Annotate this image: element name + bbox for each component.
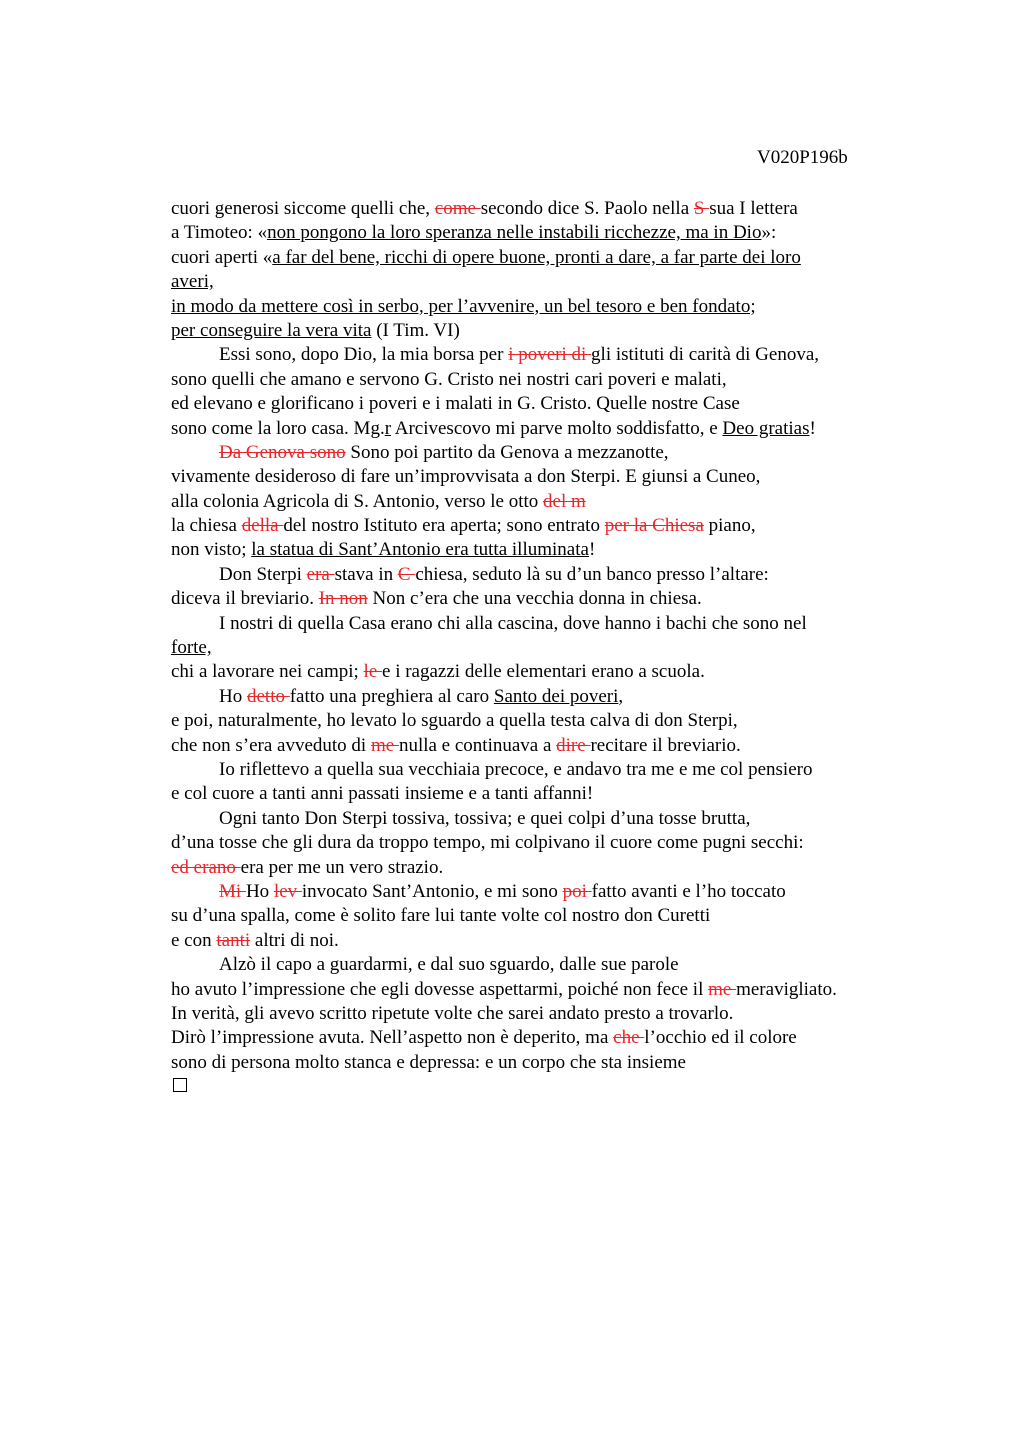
text-segment: Ogni tanto Don Sterpi tossiva, tossiva; e quei colpi d’una tosse brutta, bbox=[219, 807, 751, 829]
text-segment: Non c’era che una vecchia donna in chiesa. bbox=[367, 588, 702, 610]
text-segment: e con bbox=[171, 929, 217, 951]
underlined-text: r bbox=[384, 417, 392, 439]
underlined-text: non pongono la loro speranza nelle instabili ricchezze, ma in Dio bbox=[267, 222, 762, 244]
checkbox-glyph-icon bbox=[173, 1078, 187, 1092]
text-segment: invocato Sant’Antonio, e mi sono bbox=[301, 880, 563, 902]
underlined-text: per conseguire la vera vita bbox=[171, 319, 372, 341]
text-line bbox=[171, 880, 971, 904]
text-segment: chiesa, seduto là su d’un banco presso l’altare: bbox=[415, 563, 769, 585]
text-line bbox=[171, 538, 971, 562]
text-segment: diceva il breviario. bbox=[171, 588, 319, 610]
text-line bbox=[171, 929, 971, 953]
text-segment: sono di persona molto stanca e depressa: e un corpo che sta insieme bbox=[171, 1051, 686, 1073]
text-line bbox=[171, 465, 971, 489]
text-line bbox=[171, 295, 971, 319]
text-segment: non visto; bbox=[171, 539, 252, 561]
text-segment: che non s’era avveduto di bbox=[171, 734, 371, 756]
text-line bbox=[171, 197, 971, 221]
text-line bbox=[171, 392, 971, 416]
text-line bbox=[171, 319, 971, 343]
text-segment: chi a lavorare nei campi; bbox=[171, 661, 364, 683]
text-line bbox=[171, 368, 971, 392]
text-line bbox=[171, 514, 971, 538]
text-segment: a Timoteo: « bbox=[171, 222, 268, 244]
text-line bbox=[171, 587, 971, 611]
text-segment: e poi, naturalmente, ho levato lo sguardo a quella testa calva di don Sterpi, bbox=[171, 710, 738, 732]
text-line bbox=[171, 856, 971, 880]
deleted-text: tanti bbox=[216, 929, 251, 951]
underlined-text: forte, bbox=[171, 637, 212, 659]
text-segment: meravigliato. bbox=[736, 978, 837, 1000]
text-segment: altri di noi. bbox=[250, 929, 339, 951]
deleted-text: che bbox=[613, 1027, 645, 1049]
underlined-text: Deo gratias bbox=[722, 417, 810, 439]
deleted-text: era bbox=[306, 563, 335, 585]
text-segment: vivamente desideroso di fare un’improvvisata a don Sterpi. E giunsi a Cuneo, bbox=[171, 466, 761, 488]
text-line bbox=[171, 685, 971, 709]
text-line bbox=[171, 246, 971, 270]
deleted-text: me bbox=[370, 734, 399, 756]
text-segment: , bbox=[618, 685, 624, 707]
text-segment: cuori aperti « bbox=[171, 246, 273, 268]
text-segment: del nostro Istituto era aperta; sono entrato bbox=[283, 515, 605, 537]
text-segment: sono come la loro casa. Mg. bbox=[171, 417, 385, 439]
text-segment: l’occhio ed il colore bbox=[644, 1027, 797, 1049]
text-segment: cuori generosi siccome quelli che, bbox=[171, 198, 435, 219]
deleted-text: C bbox=[397, 563, 416, 585]
text-line bbox=[171, 782, 971, 806]
text-line bbox=[171, 734, 971, 758]
text-segment: Dirò l’impressione avuta. Nell’aspetto non è deperito, ma bbox=[171, 1027, 614, 1049]
deleted-text: poi bbox=[562, 880, 592, 902]
text-line bbox=[171, 441, 971, 465]
text-segment: Sono poi partito da Genova a mezzanotte, bbox=[345, 441, 669, 463]
text-line bbox=[171, 417, 971, 441]
text-segment: recitare il breviario. bbox=[590, 734, 741, 756]
text-segment: Arcivescovo mi parve molto soddisfatto, e bbox=[391, 417, 723, 439]
text-segment: ed elevano e glorificano i poveri e i malati in G. Cristo. Quelle nostre Case bbox=[171, 393, 740, 415]
deleted-text: come bbox=[434, 198, 481, 219]
text-segment: ! bbox=[588, 539, 596, 561]
deleted-text: lev bbox=[273, 880, 302, 902]
text-segment: la chiesa bbox=[171, 515, 242, 537]
deleted-text: dire bbox=[556, 734, 591, 756]
underlined-text: Santo dei poveri bbox=[493, 685, 619, 707]
text-segment: d’una tosse che gli dura da troppo tempo, mi colpivano il cuore come pugni secchi: bbox=[171, 832, 804, 854]
text-line bbox=[171, 270, 971, 294]
deleted-text: del m bbox=[543, 490, 586, 512]
underlined-text: in modo da mettere così in serbo, per l’avvenire, un bel tesoro e ben fondato; bbox=[171, 295, 756, 317]
page-id: V020P196b bbox=[757, 147, 848, 168]
text-line bbox=[171, 612, 971, 636]
text-segment: e i ragazzi delle elementari erano a scuola. bbox=[382, 661, 705, 683]
text-line bbox=[171, 758, 971, 782]
text-segment: Io riflettevo a quella sua vecchiaia precoce, e andavo tra me e me col pensiero bbox=[219, 758, 813, 780]
text-line bbox=[171, 904, 971, 928]
text-line bbox=[171, 1026, 971, 1050]
deleted-text: me bbox=[708, 978, 737, 1000]
text-segment: e col cuore a tanti anni passati insieme e a tanti affanni! bbox=[171, 783, 594, 805]
text-segment: Don Sterpi bbox=[219, 563, 307, 585]
text-line bbox=[171, 221, 971, 245]
text-line bbox=[171, 807, 971, 831]
deleted-text: Da Genova sono bbox=[219, 441, 346, 463]
deleted-text: della bbox=[241, 515, 284, 537]
deleted-text: S bbox=[693, 198, 710, 219]
text-segment: fatto una preghiera al caro bbox=[289, 685, 494, 707]
text-line bbox=[171, 1051, 971, 1075]
underlined-text: averi, bbox=[171, 271, 214, 293]
deleted-text: Mi bbox=[219, 880, 246, 902]
text-segment: Ho bbox=[245, 880, 274, 902]
deleted-text: i poveri di bbox=[508, 344, 592, 366]
text-line bbox=[171, 953, 971, 977]
text-segment: stava in bbox=[334, 563, 398, 585]
deleted-text: In non bbox=[318, 588, 368, 610]
text-segment: I nostri di quella Casa erano chi alla cascina, dove hanno i bachi che sono nel bbox=[219, 612, 807, 634]
text-line bbox=[171, 490, 971, 514]
text-segment: secondo dice S. Paolo nella bbox=[480, 198, 694, 219]
text-segment: Alzò il capo a guardarmi, e dal suo sguardo, dalle sue parole bbox=[219, 954, 679, 976]
text-segment: Essi sono, dopo Dio, la mia borsa per bbox=[219, 344, 509, 366]
text-segment: (I Tim. VI) bbox=[371, 319, 460, 341]
text-segment: gli istituti di carità di Genova, bbox=[591, 344, 820, 366]
underlined-text: la statua di Sant’Antonio era tutta illuminata bbox=[251, 539, 589, 561]
text-line bbox=[171, 636, 971, 660]
text-segment: »: bbox=[761, 222, 777, 244]
text-line bbox=[171, 563, 971, 587]
text-segment: ho avuto l’impressione che egli dovesse aspettarmi, poiché non fece il bbox=[171, 978, 709, 1000]
text-segment: piano, bbox=[703, 515, 756, 537]
text-segment: Ho bbox=[219, 685, 247, 707]
text-segment: sono quelli che amano e servono G. Cristo nei nostri cari poveri e malati, bbox=[171, 368, 727, 390]
text-line bbox=[171, 978, 971, 1002]
deleted-text: ed erano bbox=[171, 856, 241, 878]
text-segment: ! bbox=[809, 417, 816, 439]
text-line bbox=[171, 660, 971, 684]
text-line bbox=[171, 831, 971, 855]
text-segment: alla colonia Agricola di S. Antonio, verso le otto bbox=[171, 490, 544, 512]
text-segment: era per me un vero strazio. bbox=[240, 856, 444, 878]
text-line bbox=[171, 1002, 971, 1026]
deleted-text: per la Chiesa bbox=[604, 515, 704, 537]
text-segment: su d’una spalla, come è solito fare lui tante volte col nostro don Curetti bbox=[171, 905, 711, 927]
text-line bbox=[171, 709, 971, 733]
text-segment: fatto avanti e l’ho toccato bbox=[591, 880, 786, 902]
body-text bbox=[171, 197, 971, 1075]
text-segment: sua I lettera bbox=[709, 198, 798, 219]
text-segment: nulla e continuava a bbox=[398, 734, 557, 756]
underlined-text: a far del bene, ricchi di opere buone, pronti a dare, a far parte dei loro bbox=[272, 246, 801, 268]
deleted-text: le bbox=[363, 661, 383, 683]
text-segment: In verità, gli avevo scritto ripetute volte che sarei andato presto a trovarlo. bbox=[171, 1002, 734, 1024]
text-line bbox=[171, 343, 971, 367]
deleted-text: detto bbox=[246, 685, 290, 707]
